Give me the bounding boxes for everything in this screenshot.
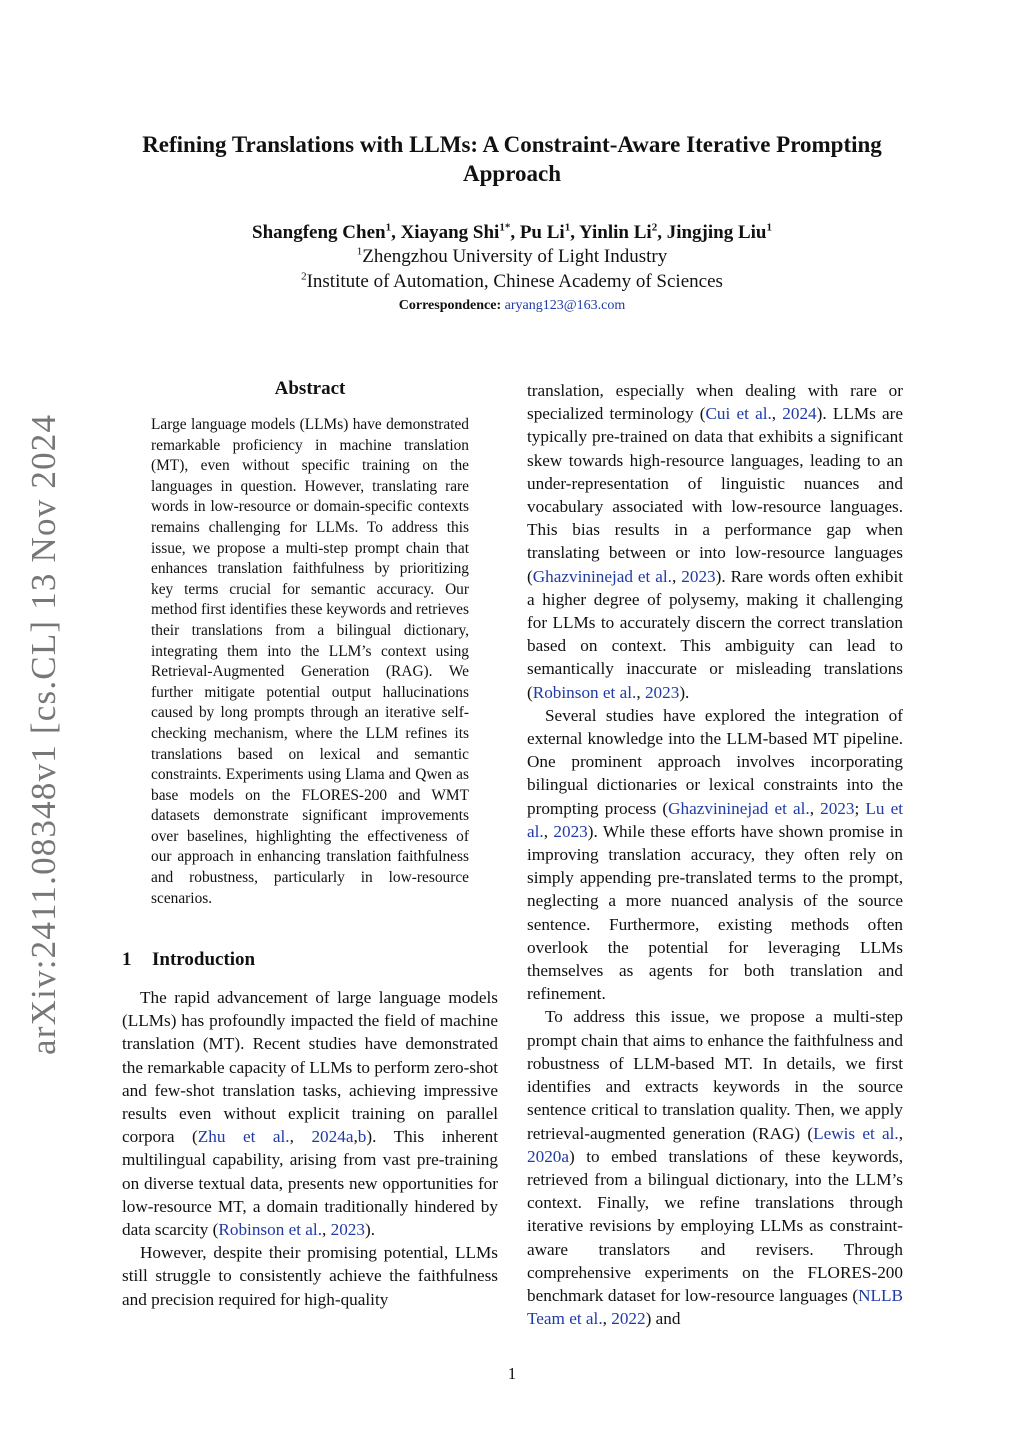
citation-link[interactable]: 2023 [820,798,855,818]
citation-link[interactable]: Cui et al. [705,404,772,424]
section-number: 1 [122,949,132,970]
arxiv-identifier-sidebar: arXiv:2411.08348v1 [cs.CL] 13 Nov 2024 [24,413,63,1055]
affiliation-1-mark: 1 [356,245,363,258]
author-affiliation-mark: 1 [564,221,571,234]
right-column-body [527,379,903,1330]
author-affiliation-mark: 1 [385,221,392,234]
citation-link[interactable]: 2023 [553,821,588,841]
author-list: Shangfeng Chen$^1$, Xiayang Shi$^{1*}$, Pu Li$^1$, Yinlin Li$^2$, Jingjing Liu$^1$ [252,221,772,243]
body-paragraph: However, despite their promising potential, LLMs still struggle to consistently achieve the faithfulness and precision required for high-quality [122,1243,498,1309]
affiliation-1 [100,245,924,269]
citation-link[interactable]: 2022 [611,1309,646,1329]
citation-link[interactable]: 2020a [527,1146,570,1166]
correspondence [100,298,924,314]
author-name: Yinlin Li [578,222,652,243]
correspondence-email-link[interactable]: aryang123@163.com [504,298,626,313]
citation-link[interactable]: 2024 [782,404,817,424]
affiliation-1-text: Zhengzhou University of Light Industry [362,246,668,267]
citation-link[interactable]: 2024a [311,1127,354,1147]
author-name: Shangfeng Chen [252,222,386,243]
author-affiliation-mark: 2 [651,221,658,234]
affiliation-2 [100,270,924,294]
affiliation-2-text: Institute of Automation, Chinese Academy of Sciences [306,271,723,292]
body-paragraph: Several studies have explored the integration of external knowledge into the LLM-based MT pipeline. One prominent approach involves incorporating bilingual dictionaries or lexical constraints into the prompting process (Ghazvininejad et al., 2023; Lu et al., 2023). While these efforts have shown promise in improving translation accuracy, they often rely on simply appending pre-translated terms to the prompt, neglecting a more nuanced analysis of the source sentence. Furthermore, existing methods often overlook the potential for leveraging LLMs themselves as agents for both translation and refinement. [527,705,904,1004]
author-affiliation-mark: 1 [766,221,772,234]
abstract-heading: Abstract [274,378,346,399]
citation-link[interactable]: Ghazvininejad et al. [668,798,810,818]
citation-link[interactable]: 2023 [330,1220,365,1240]
page-number: 1 [507,1364,517,1383]
citation-link[interactable]: NLLB Team et al. [527,1285,903,1329]
citation-link[interactable]: 2023 [644,682,680,702]
author-affiliation-mark: 1* [499,221,511,234]
abstract-text: Large language models (LLMs) have demonstrated remarkable proficiency in machine translation (MT), even without specific training on the languages in question. However, translating rare words in low-resource or domain-specific contexts remains challenging for LLMs. To address this issue, we propose a multi-step prompt chain that enhances translation faithfulness by prioritizing key terms crucial for semantic accuracy. Our method first identifies these keywords and retrieves their translations from a bilingual dictionary, integrating them into the LLM’s context using Retrieval-Augmented Generation (RAG). We further mitigate potential output hallucinations caused by long prompts through an iterative self-checking mechanism, where the LLM refines its translations based on lexical and semantic constraints. Experiments using Llama and Qwen as base models on the FLORES-200 and WMT datasets demonstrate significant improvements over baselines, highlighting the effectiveness of our approach in enhancing translation faithfulness and robustness, particularly in low-resource scenarios. [151,416,469,907]
citation-link[interactable]: Ghazvininejad et al. [532,566,672,586]
citation-link[interactable]: Lewis et al. [813,1123,899,1143]
body-paragraph: The rapid advancement of large language models (LLMs) has profoundly impacted the field of machine translation (MT). Recent studies have demonstrated the remarkable capacity of LLMs to perform zero-shot and few-shot translation tasks, achieving impressive results even without explicit training on parallel corpora (Zhu et al., 2024a,b). This inherent multilingual capability, arising from vast pre-training on diverse textual data, presents new opportunities for low-resource MT, a domain traditionally hindered by data scarcity (Robinson et al., 2023). [122,988,498,1240]
section-heading [122,949,255,971]
correspondence-label: Correspondence: [398,298,502,313]
author-name: Jingjing Liu [666,222,767,243]
citation-link[interactable]: Lu et al. [527,798,904,841]
body-paragraph: To address this issue, we propose a multi-step prompt chain that aims to enhance the faithfulness and robustness of LLM-based MT. In details, we first identifies and extracts keywords in the source sentence critical to translation quality. Then, we apply retrieval-augmented generation (RAG) (Lewis et al., 2020a) to embed translations of these keywords, retrieved from a bilingual dictionary, into the LLM’s context. Finally, we refine translations through iterative revisions by employing LLMs as constraint-aware translators and revisers. Through comprehensive experiments on the FLORES-200 benchmark dataset for low-resource languages (NLLB Team et al., 2022) and [527,1007,903,1329]
author-name: Xiayang Shi [400,222,500,243]
citation-link[interactable]: Robinson et al. [532,682,637,702]
section-title: Introduction [152,949,256,970]
citation-link[interactable]: 2023 [681,566,716,586]
affiliation-2-mark: 2 [301,270,307,283]
citation-link[interactable]: b [357,1127,367,1147]
citation-link[interactable]: Zhu et al. [197,1127,290,1147]
citation-link[interactable]: Robinson et al. [218,1220,322,1240]
body-paragraph: translation, especially when dealing with rare or specialized terminology (Cui et al., 2024). LLMs are typically pre-trained on data that exhibits a significant skew towards high-resource languages, leading to an under-representation of linguistic nuances and vocabulary associated with low-resource languages. This bias results in a performance gap when translating between or into low-resource languages (Ghazvininejad et al., 2023). Rare words often exhibit a higher degree of polysemy, making it challenging for LLMs to accurately discern the correct translation based on context. This ambiguity can lead to semantically inaccurate or misleading translations (Robinson et al., 2023). [527,381,904,702]
left-column-body [122,986,498,1311]
author-name: Pu Li [519,222,565,243]
paper-title: Refining Translations with LLMs: A Constraint-Aware Iterative Prompting Approach [142,132,882,186]
